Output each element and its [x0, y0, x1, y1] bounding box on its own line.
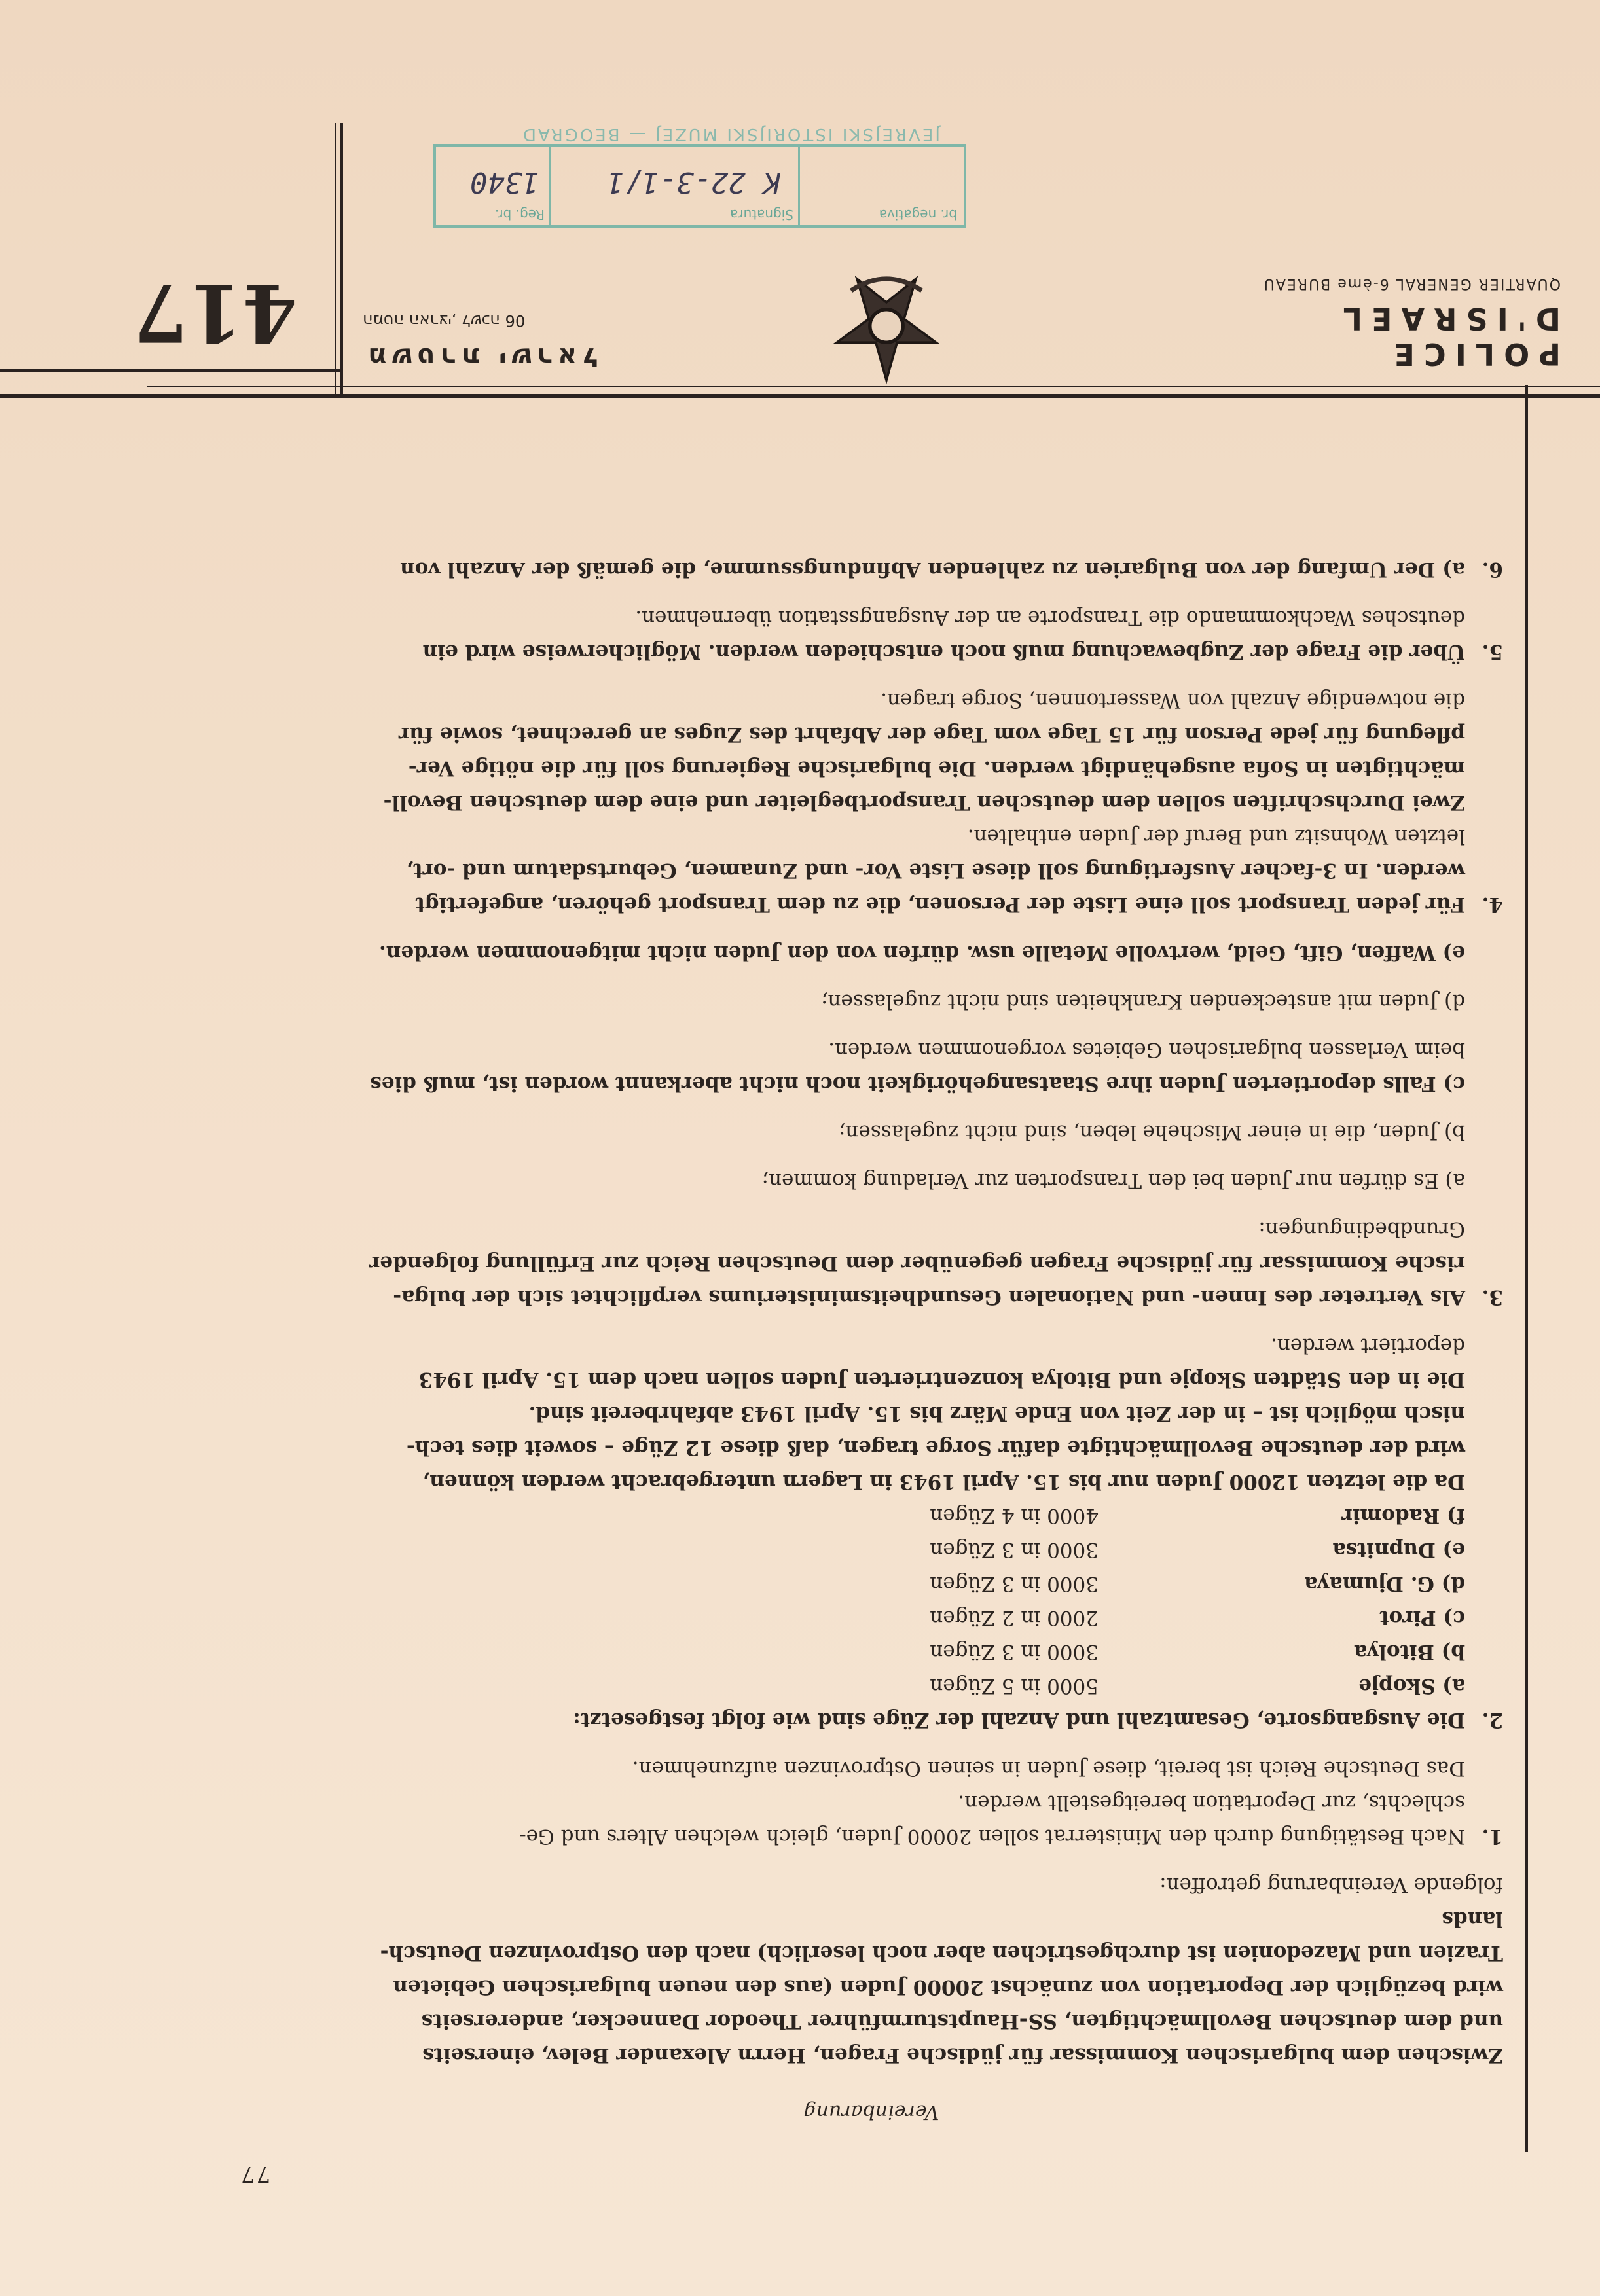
- place-count: 3000 in 3 Zügen: [930, 1538, 1099, 1562]
- letterhead-divider: [335, 123, 336, 398]
- margin-rule: [1525, 385, 1528, 2152]
- letterhead-rule: [147, 386, 1600, 387]
- letterhead-subtitle-hebrew: המטה הארצי, לשכה 06: [363, 312, 526, 330]
- place-name: e) Dupnitsa: [1332, 1538, 1465, 1562]
- item-line: wird der deutsche Bevollmächtigte dafür Sorge tragen, daß diese 12 Züge – soweit dies tech-: [406, 1436, 1465, 1460]
- place-name: b) Bitolya: [1354, 1640, 1465, 1664]
- intro-line: folgende Vereinbarung getroffen:: [1159, 1873, 1503, 1897]
- condition-line: c) Falls deportierten Juden ihre Staatsangehörigkeit noch nicht aberkannt worden ist, muß dies: [370, 1072, 1465, 1096]
- item-number: 5.: [1482, 640, 1503, 664]
- stamp-handwriting: K 22-3-1/1: [607, 166, 780, 199]
- place-name: a) Skopje: [1358, 1674, 1465, 1698]
- agreement-item-2: [240, 1703, 1503, 1737]
- place-row: [240, 1499, 1503, 1533]
- place-row: [240, 1567, 1503, 1601]
- place-count: 2000 in 2 Zügen: [930, 1606, 1099, 1630]
- item-2-continuation: [240, 1329, 1503, 1499]
- museum-name: JEVREJSKI ISTORIJSKI MUZEJ — BEOGRAD: [520, 124, 940, 144]
- item-line: Als Vertreter des Innen- und Nationalen Gesundheitsministeriums verpflichtet sich der bulga-: [393, 1285, 1465, 1309]
- item-line: die notwendige Anzahl von Wassertonnen, Sorge tragen.: [881, 689, 1465, 712]
- item-line: schlechts, zur Deportation bereitgestellt werden.: [958, 1791, 1465, 1814]
- letterhead-title-hebrew: משטרת ישראל: [363, 342, 598, 372]
- item-line: Da die letzten 12000 Juden nur bis 15. April 1943 in Lagern untergebracht werden können,: [422, 1470, 1465, 1494]
- place-row: [240, 1669, 1503, 1703]
- stamp-box: [433, 144, 966, 228]
- item-line: a) Der Umfang der von Bulgarien zu zahlenden Abfindungssumme, die gemäß der Anzahl von: [400, 558, 1465, 581]
- item-number: 4.: [1482, 893, 1503, 916]
- document-heading: Vereinbarung: [803, 2100, 939, 2123]
- intro-line: wird bezüglich der Deportation von zunächst 20000 Juden (aus den neuen bulgarischen Gebieten: [393, 1975, 1503, 1999]
- item-line: Die in den Städten Skopje und Bitolya konzentrierten Juden sollen nach dem 15. April 1943: [418, 1368, 1465, 1391]
- item-line: letzten Wohnsitz und Beruf der Juden enthalten.: [967, 825, 1465, 848]
- item-number: 1.: [1482, 1825, 1503, 1848]
- place-name: f) Radomir: [1341, 1504, 1465, 1528]
- place-row: [240, 1601, 1503, 1635]
- archive-stamp: [439, 123, 966, 228]
- item-line: Nach Bestätigung durch den Ministerrat sollen 20000 Juden, gleich welchen Alters und Ge-: [519, 1825, 1465, 1848]
- condition-line: d) Juden mit ansteckenden Krankheiten sind nicht zugelassen;: [821, 990, 1465, 1013]
- item-line: rische Kommissar für jüdische Fragen gegenüber dem Deutschen Reich zur Erfüllung folgender: [369, 1251, 1465, 1275]
- place-count: 3000 in 3 Zügen: [930, 1640, 1099, 1664]
- item-line: Die Ausgangsorte, Gesamtzahl und Anzahl der Züge sind wie folgt festgesetzt:: [573, 1708, 1465, 1732]
- page-number: 77: [240, 2161, 271, 2187]
- intro-line: lands: [1442, 1907, 1503, 1931]
- item-line: deutsches Wachkommando die Transporte an der Ausgangsstation übernehmen.: [635, 606, 1465, 630]
- letterhead-subtitle: QUARTIER GENERAL 6-ème BUREAU: [1262, 276, 1561, 292]
- condition-line: e) Waffen, Gift, Geld, wertvolle Metalle usw. dürfen von den Juden nicht mitgenommen werden.: [379, 941, 1465, 965]
- letterhead-rule: [0, 394, 1600, 398]
- agreement-item-3: [240, 1212, 1503, 1314]
- stamp-label: Reg. br.: [494, 207, 545, 223]
- item-number: 2.: [1482, 1708, 1503, 1732]
- letterhead-title: POLICE D'ISRAEL: [1334, 301, 1561, 372]
- item-line: mächtigten in Sofia ausgehändigt werden. Die bulgarische Regierung soll für die nötige Ver-: [408, 757, 1465, 780]
- stamp-label: br. negativa: [879, 207, 957, 223]
- place-row: [240, 1533, 1503, 1567]
- item-3-conditions: [240, 936, 1503, 1212]
- place-count: 5000 in 5 Zügen: [930, 1674, 1099, 1698]
- place-name: c) Pirot: [1379, 1606, 1465, 1630]
- place-row: [240, 1635, 1503, 1669]
- item-number: 6.: [1482, 558, 1503, 581]
- item-line: Für jeden Transport soll eine Liste der Personen, die zu dem Transport gehören, angefertigt: [415, 893, 1465, 916]
- letterhead-rule: [0, 369, 340, 372]
- condition-line: b) Juden, die in einer Mischehe leben, sind nicht zugelassen;: [839, 1121, 1465, 1144]
- agreement-item-6: [240, 552, 1503, 586]
- place-count: 3000 in 3 Zügen: [930, 1572, 1099, 1596]
- condition-line: a) Es dürfen nur Juden bei den Transporten zur Verladung kommen;: [761, 1169, 1465, 1193]
- letterhead-divider: [340, 123, 343, 398]
- item-line: Über die Frage der Zugbewachung muß noch entschieden werden. Möglicherweise wird ein: [422, 640, 1465, 664]
- stamp-cell-neg: [798, 147, 964, 225]
- item-line: Zwei Durchschriften sollen dem deutschen Transportbegleiter und eine dem deutschen Bevoll-: [383, 791, 1465, 814]
- stamp-cell-sig: [549, 147, 800, 225]
- item-line: werden. In 3-facher Ausfertigung soll diese Liste Vor- und Zunamen, Geburtsdatum und -ort,: [406, 859, 1465, 882]
- document-body: [240, 552, 1503, 2191]
- letterhead-french: [1207, 276, 1561, 372]
- agreement-item-1: [240, 1751, 1503, 1854]
- item-line: nisch möglich ist – in der Zeit von Ende März bis 15. April 1943 abfahrbereit sind.: [528, 1402, 1465, 1426]
- condition-line: beim Verlassen bulgarischen Gebietes vorgenommen werden.: [828, 1038, 1465, 1062]
- place-name: d) G. Djumaya: [1304, 1572, 1465, 1596]
- intro-line: Zwischen dem bulgarischen Kommissar für jüdische Fragen, Herrn Alexander Belev, einerseits: [422, 2043, 1503, 2067]
- item-line: Grundbedingungen:: [1258, 1217, 1465, 1241]
- intro-line: und dem deutschen Bevollmächtigten, SS-Hauptsturmführer Theodor Dannecker, andererseits: [421, 2009, 1503, 2033]
- document-number: 417: [133, 266, 297, 359]
- stamp-handwriting: 1340: [470, 166, 539, 199]
- item-line: deportiert werden.: [1270, 1334, 1465, 1357]
- stamp-cell-reg: [439, 147, 551, 225]
- intro-line: Trazien und Mazedonien ist durchgestrichen aber noch leserlich) nach den Ostprovinzen Deutsch-: [380, 1941, 1503, 1965]
- stamp-label: Signatura: [730, 207, 793, 223]
- letterhead-hebrew: [363, 312, 703, 372]
- place-count: 4000 in 4 Zügen: [930, 1504, 1099, 1528]
- item-number: 3.: [1482, 1285, 1503, 1309]
- police-star-emblem-icon: [827, 267, 945, 385]
- item-line: pflegung für jede Person für 15 Tage vom Tage der Abfahrt des Zuges an gerechnet, sowie für: [398, 723, 1465, 746]
- agreement-item-4: [240, 683, 1503, 922]
- item-line: Das Deutsche Reich ist bereit, diese Juden in seinen Ostprovinzen aufzunehmen.: [632, 1757, 1465, 1780]
- agreement-item-5: [240, 601, 1503, 669]
